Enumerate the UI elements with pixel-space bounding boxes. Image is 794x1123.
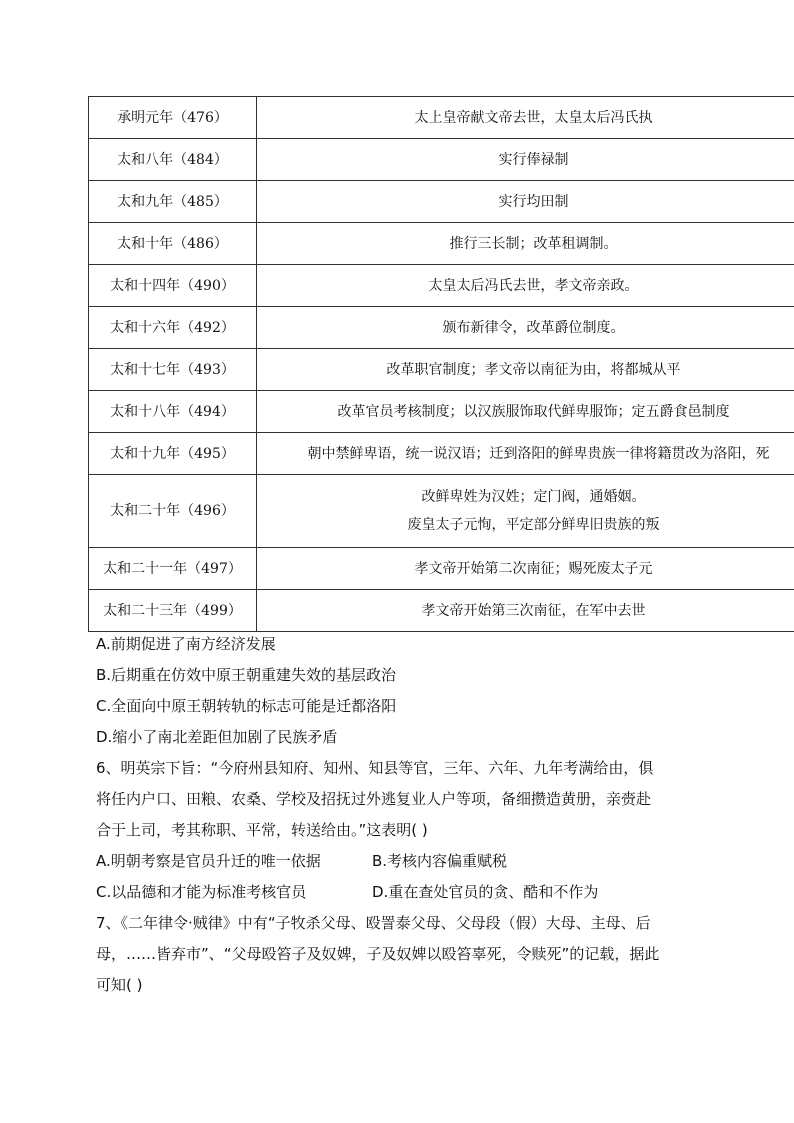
year-cell: 太和二十一年（497） [89, 548, 257, 590]
year-cell: 太和十年（486） [89, 223, 257, 265]
event-cell [257, 475, 794, 548]
event-text: 孝文帝开始第二次南征；赐死废太子元 [414, 560, 653, 577]
table-row [89, 97, 794, 139]
q6-stem-line: 将任内户口、田粮、农桑、学校及招抚过外逃复业人户等项，备细攒造黄册，亲赍赴 [96, 790, 652, 808]
table-row [89, 181, 794, 223]
event-cell [257, 433, 794, 475]
q6-options-row-1 [96, 846, 706, 877]
event-text: 改鲜卑姓为汉姓；定门阀，通婚姻。 [421, 489, 646, 505]
year-cell: 太和十七年（493） [89, 349, 257, 391]
year-cell: 太和八年（484） [89, 139, 257, 181]
q6-options-row-2 [96, 877, 706, 908]
table-row [89, 548, 794, 590]
event-text: 实行均田制 [498, 193, 569, 210]
event-text: 推行三长制；改革租调制。 [449, 235, 618, 252]
q6-option-d[interactable]: D.重在查处官员的贪、酷和不作为 [372, 883, 599, 901]
event-cell [257, 97, 794, 139]
event-text: 太皇太后冯氏去世，孝文帝亲政。 [428, 277, 639, 294]
table-row [89, 265, 794, 307]
q7-stem-line: 7、《二年律令·贼律》中有“子牧杀父母、殴詈泰父母、父母段（假）大母、主母、后 [96, 914, 651, 932]
event-cell [257, 223, 794, 265]
event-text: 颁布新律令，改革爵位制度。 [442, 319, 625, 336]
event-text: 废皇太子元恂，平定部分鲜卑旧贵族的叛 [407, 517, 660, 533]
table-row [89, 391, 794, 433]
q6-stem-line: 6、明英宗下旨：“今府州县知府、知州、知县等官，三年、六年、九年考满给由，俱 [96, 759, 654, 777]
year-cell: 太和九年（485） [89, 181, 257, 223]
q6-stem-line: 合于上司，考其称职、平常，转送给由。”这表明( ) [96, 821, 428, 839]
event-text: 朝中禁鲜卑语，统一说汉语；迁到洛阳的鲜卑贵族一律将籍贯改为洛阳，死 [307, 445, 770, 462]
q7-stem-line: 可知( ) [96, 976, 143, 994]
question-6 [96, 753, 706, 908]
event-cell [257, 139, 794, 181]
event-cell [257, 391, 794, 433]
table-row [89, 590, 794, 632]
event-text: 改革官员考核制度；以汉族服饰取代鲜卑服饰；定五爵食邑制度 [337, 403, 730, 420]
q6-option-c[interactable]: C.以品德和才能为标准考核官员 [96, 883, 307, 901]
year-cell: 太和十九年（495） [89, 433, 257, 475]
question-7 [96, 908, 706, 1001]
q5-options [96, 629, 706, 753]
q5-option-c[interactable]: C.全面向中原王朝转轨的标志可能是迁都洛阳 [96, 697, 397, 715]
q7-stem-line: 母，……皆弃市”、“父母殴笞子及奴婢，子及奴婢以殴笞辜死，令赎死”的记载，据此 [96, 945, 660, 963]
timeline-table-body [89, 97, 794, 632]
q5-option-d[interactable]: D.缩小了南北差距但加剧了民族矛盾 [96, 728, 338, 746]
table-row [89, 139, 794, 181]
event-cell [257, 265, 794, 307]
year-cell: 太和十八年（494） [89, 391, 257, 433]
q5-option-a[interactable]: A.前期促进了南方经济发展 [96, 635, 276, 653]
year-cell: 承明元年（476） [89, 97, 257, 139]
q6-option-a[interactable]: A.明朝考察是官员升迁的唯一依据 [96, 852, 321, 870]
year-cell: 太和二十三年（499） [89, 590, 257, 632]
table-row [89, 475, 794, 548]
table-row [89, 307, 794, 349]
event-cell [257, 590, 794, 632]
event-text: 太上皇帝献文帝去世，太皇太后冯氏执 [414, 109, 653, 126]
event-text: 实行俸禄制 [498, 151, 569, 168]
year-cell: 太和十四年（490） [89, 265, 257, 307]
reform-timeline-table [88, 96, 794, 632]
q5-option-b[interactable]: B.后期重在仿效中原王朝重建失效的基层政治 [96, 666, 397, 684]
table-row [89, 223, 794, 265]
event-cell [257, 307, 794, 349]
event-text: 改革职官制度；孝文帝以南征为由，将都城从平 [386, 361, 681, 378]
year-cell: 太和十六年（492） [89, 307, 257, 349]
event-cell [257, 349, 794, 391]
event-cell [257, 181, 794, 223]
table-row [89, 349, 794, 391]
event-cell [257, 548, 794, 590]
event-text: 孝文帝开始第三次南征，在军中去世 [421, 602, 646, 619]
table-row [89, 433, 794, 475]
q6-option-b[interactable]: B.考核内容偏重赋税 [372, 852, 508, 870]
year-cell: 太和二十年（496） [89, 475, 257, 548]
